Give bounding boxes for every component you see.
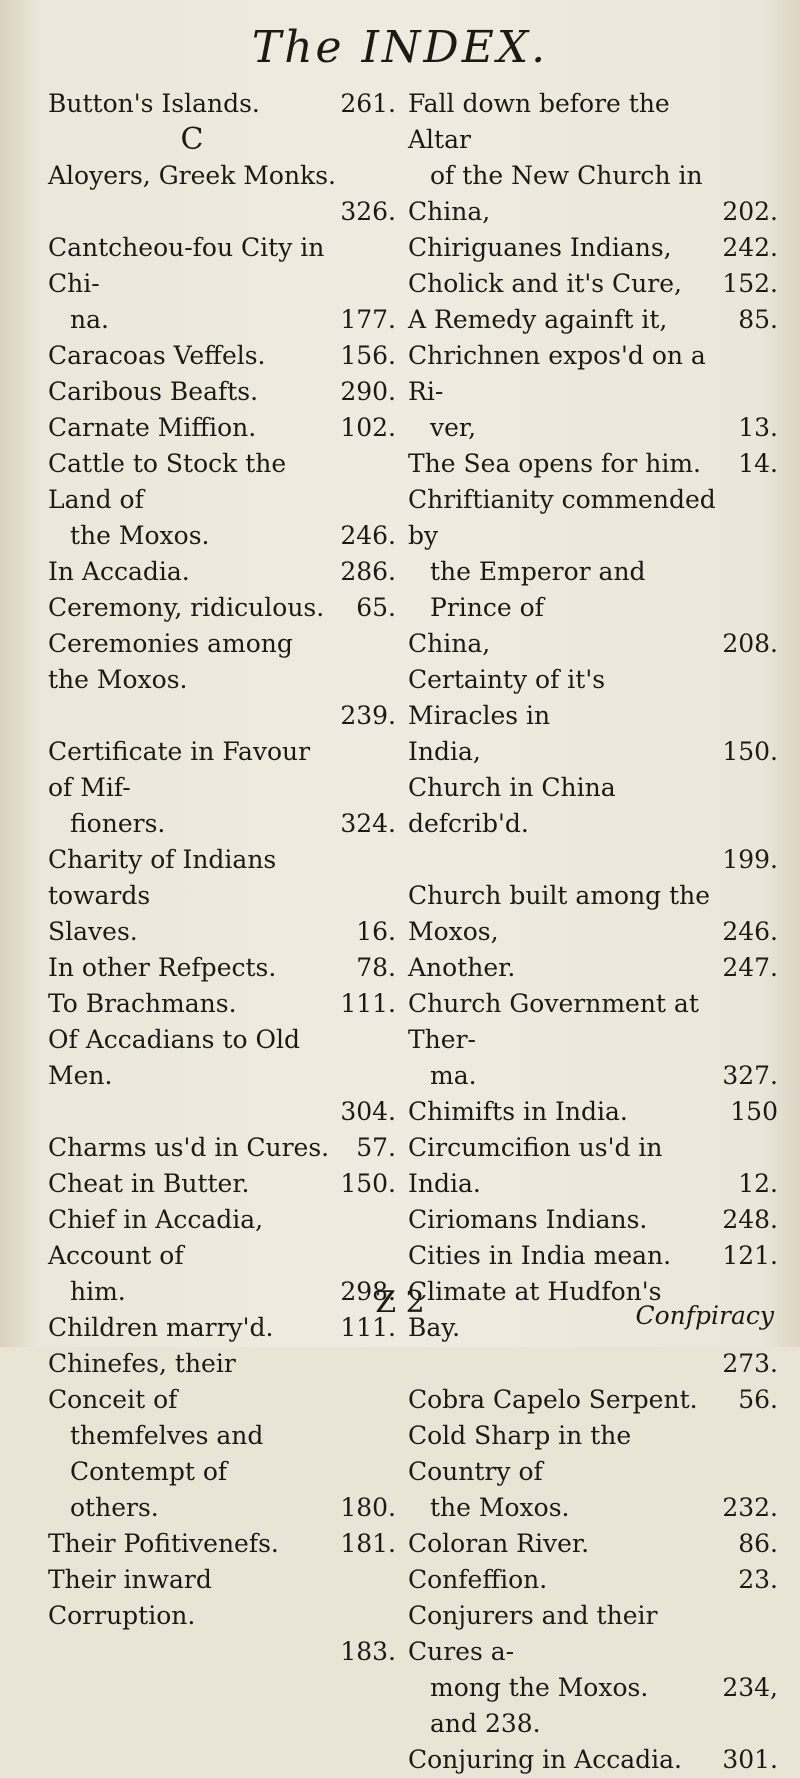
entry-text: Cantcheou-fou City in Chi- [48, 233, 325, 298]
index-entry [408, 410, 778, 446]
index-entry [408, 446, 778, 482]
entry-page: 327. [722, 1061, 778, 1090]
entry-text: Carnate Miffion. [48, 413, 257, 442]
entry-text: Their Pofitivenefs. [48, 1529, 279, 1558]
index-entry [48, 1526, 396, 1562]
index-entry [48, 1094, 396, 1130]
index-entry [48, 734, 396, 806]
entry-text: In other Refpects. [48, 953, 277, 982]
entry-text: Charity of Indians towards [48, 845, 277, 910]
index-entry [408, 986, 778, 1058]
index-entry [48, 338, 396, 374]
entry-text: A Remedy againft it, [408, 305, 668, 334]
entry-text: Chiriguanes Indians, [408, 233, 672, 262]
index-entry [408, 914, 778, 950]
entry-page: 273. [722, 1349, 778, 1378]
entry-text: Caribous Beafts. [48, 377, 259, 406]
entry-page: 111. [340, 989, 396, 1018]
index-entry [48, 626, 396, 698]
entry-text: The Sea opens for him. [408, 449, 701, 478]
index-entry [408, 338, 778, 410]
index-entry [408, 1598, 778, 1670]
index-entry [48, 374, 396, 410]
index-entry [408, 878, 778, 914]
entry-text: Circumcifion us'd in India. [408, 1133, 663, 1198]
index-entry [48, 86, 396, 122]
index-entry [48, 1202, 396, 1274]
entry-page: 290. [340, 377, 396, 406]
entry-page: 12. [738, 1169, 778, 1198]
index-entry [48, 518, 396, 554]
entry-page: 286. [340, 557, 396, 586]
entry-text: the Emperor and Prince of [430, 557, 646, 622]
entry-page: 326. [340, 197, 396, 226]
entry-text: Their inward Corruption. [48, 1565, 212, 1630]
index-entry [408, 302, 778, 338]
entry-page: 180. [340, 1493, 396, 1522]
index-entry [48, 914, 396, 950]
entry-page: 57. [356, 1133, 396, 1162]
index-entry [48, 1490, 396, 1526]
index-entry [408, 1706, 778, 1742]
index-entry [408, 626, 778, 662]
index-entry [408, 950, 778, 986]
entry-text: Conjurers and their Cures a- [408, 1601, 658, 1666]
entry-text: Cities in India mean. [408, 1241, 672, 1270]
entry-text: To Brachmans. [48, 989, 237, 1018]
entry-text: and 238. [430, 1709, 541, 1738]
index-entry [48, 1130, 396, 1166]
entry-page: 246. [722, 917, 778, 946]
entry-page: 246. [340, 521, 396, 550]
index-entry [48, 950, 396, 986]
entry-text: themfelves and Contempt of [70, 1421, 264, 1486]
index-entry [408, 1526, 778, 1562]
signature-mark: Z 2 [375, 1285, 425, 1320]
entry-page: 181. [340, 1529, 396, 1558]
entry-page: 239. [340, 701, 396, 730]
index-entry [48, 1346, 396, 1418]
index-entry [408, 194, 778, 230]
entry-text: Cold Sharp in the Country of [408, 1421, 632, 1486]
entry-page: 242. [722, 233, 778, 262]
entry-text: Cattle to Stock the Land of [48, 449, 287, 514]
entry-page: 150. [722, 737, 778, 766]
entry-page: 23. [738, 1565, 778, 1594]
entry-text: of the New Church in [430, 161, 703, 190]
catchword: Confpiracy [635, 1301, 774, 1330]
index-entry [408, 1670, 778, 1706]
entry-text: Coloran River. [408, 1529, 590, 1558]
entry-page: 13. [738, 413, 778, 442]
entry-text: Church built among the [408, 881, 711, 910]
index-entry [408, 1346, 778, 1382]
index-entry [48, 1634, 396, 1670]
index-entry [408, 1382, 778, 1418]
entry-page: 298. [340, 1277, 396, 1306]
entry-page: 150. [340, 1169, 396, 1198]
index-entry [48, 122, 396, 158]
index-entry [48, 230, 396, 302]
entry-page: 16. [356, 917, 396, 946]
entry-page: 301. [722, 1745, 778, 1774]
entry-page: 248. [722, 1205, 778, 1234]
entry-text: Ceremony, ridiculous. [48, 593, 325, 622]
entry-text: Chief in Accadia, Account of [48, 1205, 264, 1270]
index-entry [408, 482, 778, 554]
index-entry [408, 158, 778, 194]
entry-page: 183. [340, 1637, 396, 1666]
entry-page: 304. [340, 1097, 396, 1126]
entry-page: 121. [722, 1241, 778, 1270]
entry-page: 208. [722, 629, 778, 658]
entry-text: others. [70, 1493, 159, 1522]
index-entry [408, 266, 778, 302]
entry-text: Ceremonies among the Moxos. [48, 629, 293, 694]
index-entry [408, 1742, 778, 1778]
index-entry [48, 554, 396, 590]
entry-text: Chriftianity commended by [408, 485, 716, 550]
left-column [48, 86, 396, 1670]
entry-text: Cholick and it's Cure, [408, 269, 682, 298]
entry-text: In Accadia. [48, 557, 190, 586]
entry-text: India, [408, 737, 481, 766]
index-entry [48, 590, 396, 626]
index-entry [408, 842, 778, 878]
entry-page: 177. [340, 305, 396, 334]
right-column [408, 86, 778, 1778]
entry-page: 14. [738, 449, 778, 478]
entry-page: 324. [340, 809, 396, 838]
entry-text: Charms us'd in Cures. [48, 1133, 330, 1162]
entry-text: Certainty of it's Miracles in [408, 665, 606, 730]
entry-text: Slaves. [48, 917, 138, 946]
index-entry [48, 986, 396, 1022]
entry-text: Certificate in Favour of Mif- [48, 737, 311, 802]
entry-page: 86. [738, 1529, 778, 1558]
index-entry [408, 1562, 778, 1598]
entry-page: 234, [722, 1673, 778, 1702]
entry-page: 202. [722, 197, 778, 226]
entry-text: Church Government at Ther- [408, 989, 699, 1054]
index-entry [408, 770, 778, 842]
entry-text: Chinefes, their Conceit of [48, 1349, 236, 1414]
index-entry [48, 410, 396, 446]
entry-page: 152. [722, 269, 778, 298]
index-entry [48, 1022, 396, 1094]
entry-text: Children marry'd. [48, 1313, 274, 1342]
entry-page: 65. [356, 593, 396, 622]
entry-text: Climate at Hudfon's Bay. [408, 1277, 662, 1342]
index-entry [48, 158, 396, 194]
entry-text: na. [70, 305, 109, 334]
index-entry [48, 194, 396, 230]
page-header: The INDEX. [251, 22, 549, 73]
entry-page: 102. [340, 413, 396, 442]
entry-text: mong the Moxos. [430, 1673, 649, 1702]
entry-page: 78. [356, 953, 396, 982]
entry-text: Church in China defcrib'd. [408, 773, 616, 838]
index-entry [48, 806, 396, 842]
entry-text: Chimifts in India. [408, 1097, 628, 1126]
entry-text: ma. [430, 1061, 477, 1090]
index-entry [48, 446, 396, 518]
index-entry [48, 1562, 396, 1634]
index-entry [48, 698, 396, 734]
entry-text: Cheat in Butter. [48, 1169, 250, 1198]
entry-text: the Moxos. [430, 1493, 570, 1522]
index-entry [408, 1094, 778, 1130]
index-entry [408, 1202, 778, 1238]
entry-text: Fall down before the Altar [408, 89, 670, 154]
entry-page: 232. [722, 1493, 778, 1522]
entry-page: 156. [340, 341, 396, 370]
index-entry [48, 842, 396, 914]
entry-text: China, [408, 629, 491, 658]
index-entry [408, 230, 778, 266]
index-entry [408, 662, 778, 734]
index-entry [408, 1490, 778, 1526]
index-entry [48, 302, 396, 338]
index-entry [408, 1058, 778, 1094]
entry-text: Confeffion. [408, 1565, 548, 1594]
entry-page: 111. [340, 1313, 396, 1342]
index-entry [48, 1166, 396, 1202]
index-entry [408, 1238, 778, 1274]
entry-text: Cobra Capelo Serpent. [408, 1385, 698, 1414]
entry-text: Button's Islands. [48, 89, 260, 118]
index-entry [408, 86, 778, 158]
entry-text: C [180, 122, 204, 157]
entry-text: Another. [408, 953, 516, 982]
index-entry [48, 1418, 396, 1490]
entry-text: fioners. [70, 809, 166, 838]
entry-text: him. [70, 1277, 126, 1306]
index-entry [408, 1130, 778, 1202]
entry-text: China, [408, 197, 491, 226]
entry-page: 247. [722, 953, 778, 982]
entry-page: 199. [722, 845, 778, 874]
entry-text: Chrichnen expos'd on a Ri- [408, 341, 706, 406]
entry-text: the Moxos. [70, 521, 210, 550]
entry-page: 261. [340, 89, 396, 118]
index-entry [408, 554, 778, 626]
entry-text: Ciriomans Indians. [408, 1205, 648, 1234]
entry-text: ver, [430, 413, 477, 442]
entry-text: Aloyers, Greek Monks. [48, 161, 336, 190]
entry-text: Conjuring in Accadia. [408, 1745, 682, 1774]
entry-text: Of Accadians to Old Men. [48, 1025, 300, 1090]
entry-page: 56. [738, 1385, 778, 1414]
entry-page: 150 [730, 1097, 778, 1126]
entry-text: Moxos, [408, 917, 499, 946]
entry-page: 85. [738, 305, 778, 334]
index-entry [408, 1418, 778, 1490]
index-entry [408, 734, 778, 770]
entry-text: Caracoas Veffels. [48, 341, 266, 370]
